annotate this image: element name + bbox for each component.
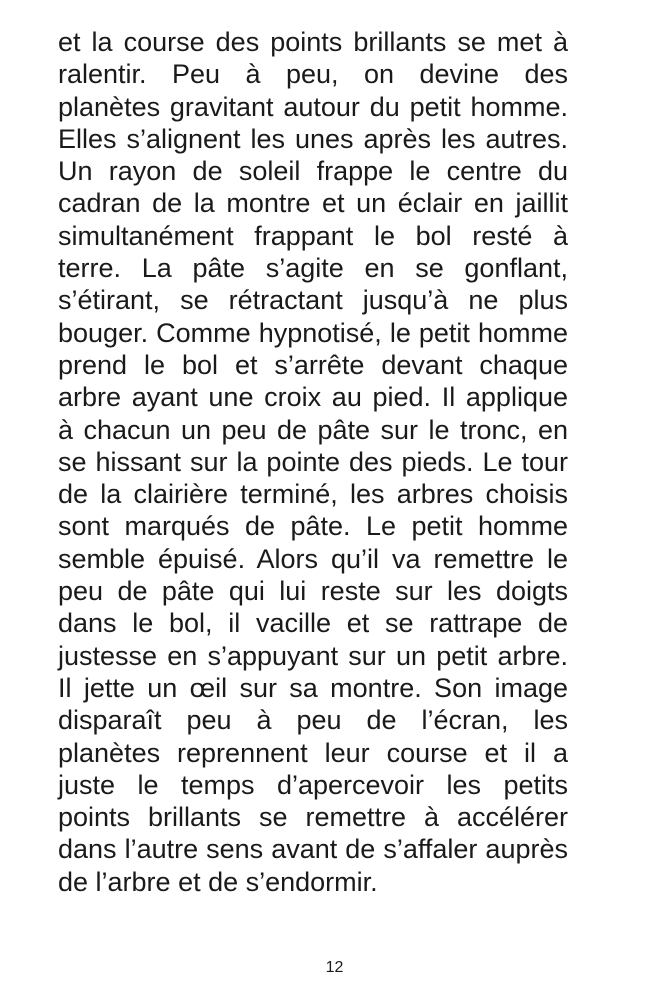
page-number: 12 <box>325 959 344 976</box>
body-paragraph: et la course des points brillants se met à ralentir. Peu à peu, on devine des planètes gravitant autour du petit homme. Elles s’alignent les unes après les autres. Un rayon de soleil frappe le centre du cadran de la montre et un éclair en jaillit simultanément frappant le bol resté à terre. La pâte s’agite en se gonflant, s’étirant, se rétractant jusqu’à ne plus bouger. Comme hypnotisé, le petit homme prend le bol et s’arrête devant chaque arbre ayant une croix au pied. Il applique à chacun un peu de pâte sur le tronc, en se hissant sur la pointe des pieds. Le tour de la clairière terminé, les arbres choisis sont marqués de pâte. Le petit homme semble épuisé. Alors qu’il va remettre le peu de pâte qui lui reste sur les doigts dans le bol, il vacille et se rattrape de justesse en s’appuyant sur un petit arbre. Il jette un œil sur sa montre. Son image disparaît peu à peu de l’écran, les planètes reprennent leur course et il a juste le temps d’apercevoir les petits points brillants se remettre à accélérer dans l’autre sens avant de s’affaler auprès de l’arbre et de s’endormir. <box>58 27 568 897</box>
